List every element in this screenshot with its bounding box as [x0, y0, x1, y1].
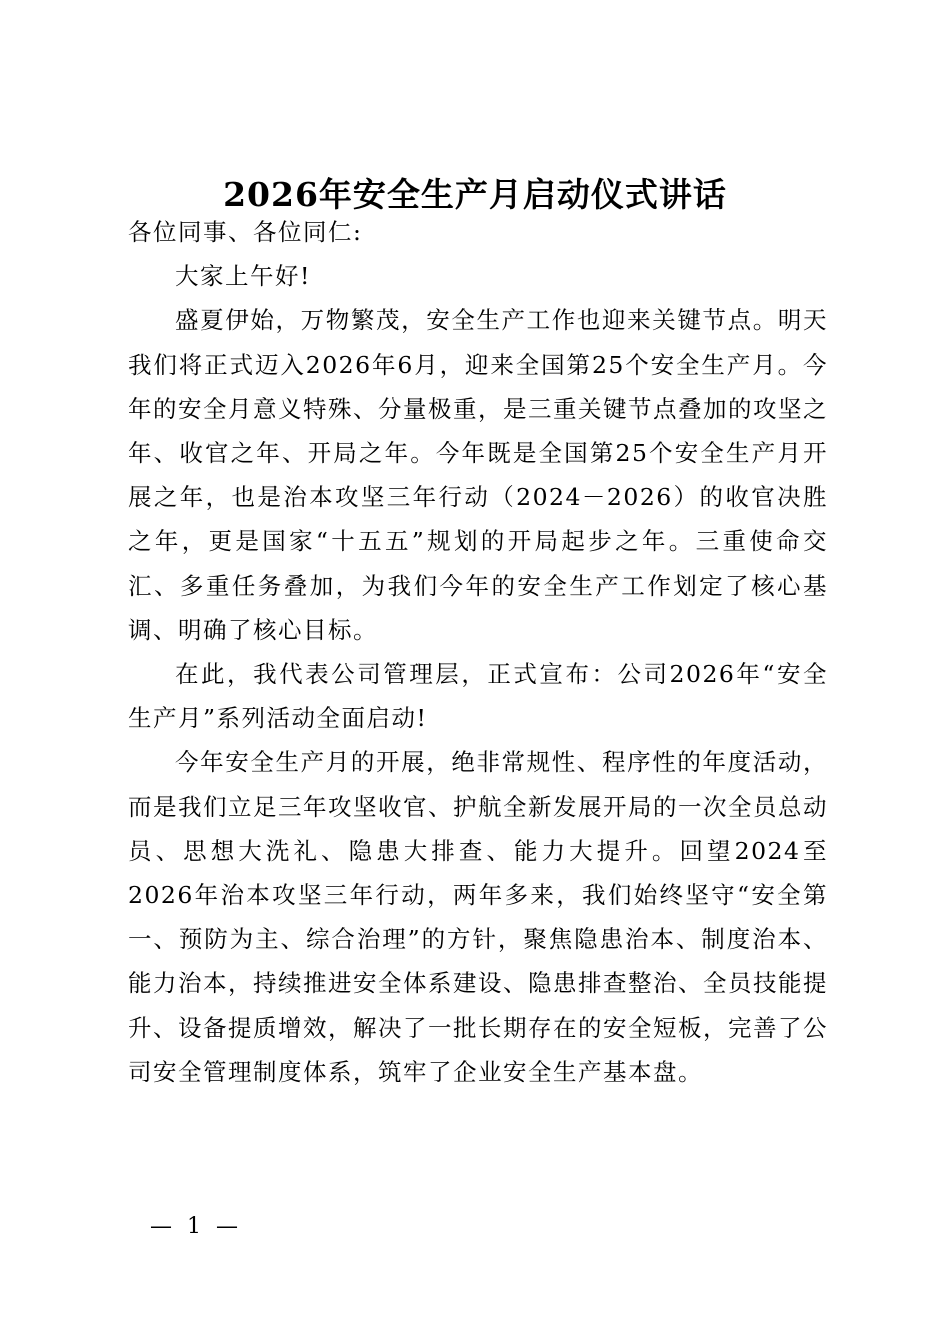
document-body — [128, 210, 828, 1094]
paragraph-announcement: 在此，我代表公司管理层，正式宣布：公司2026年“安全生产月”系列活动全面启动! — [128, 660, 828, 733]
paragraph-review: 今年安全生产月的开展，绝非常规性、程序性的年度活动，而是我们立足三年攻坚收官、护航全新发展开局的一次全员总动员、思想大洗礼、隐患大排查、能力大提升。回望2024至2026年治本攻坚三年行动，两年多来，我们始终坚守“安全第一、预防为主、综合治理”的方针，聚焦隐患治本、制度治本、能力治本，持续推进安全体系建设、隐患排查整治、全员技能提升、设备提质增效，解决了一批长期存在的安全短板，完善了公司安全管理制度体系，筑牢了企业安全生产基本盘。 — [128, 748, 828, 1086]
page-number: — 1 — — [150, 1214, 242, 1239]
paragraph-background: 盛夏伊始，万物繁茂，安全生产工作也迎来关键节点。明天我们将正式迈入2026年6月，迎来全国第25个安全生产月。今年的安全月意义特殊、分量极重，是三重关键节点叠加的攻坚之年、收官之年、开局之年。今年既是全国第25个安全生产月开展之年，也是治本攻坚三年行动（2024－2026）的收官决胜之年，更是国家“十五五”规划的开局起步之年。三重使命交汇、多重任务叠加，为我们今年的安全生产工作划定了核心基调、明确了核心目标。 — [128, 306, 828, 644]
salutation: 各位同事、各位同仁: — [128, 218, 363, 246]
document-title: 2026年安全生产月启动仪式讲话 — [223, 175, 727, 214]
paragraph-greeting: 大家上午好! — [175, 262, 311, 291]
